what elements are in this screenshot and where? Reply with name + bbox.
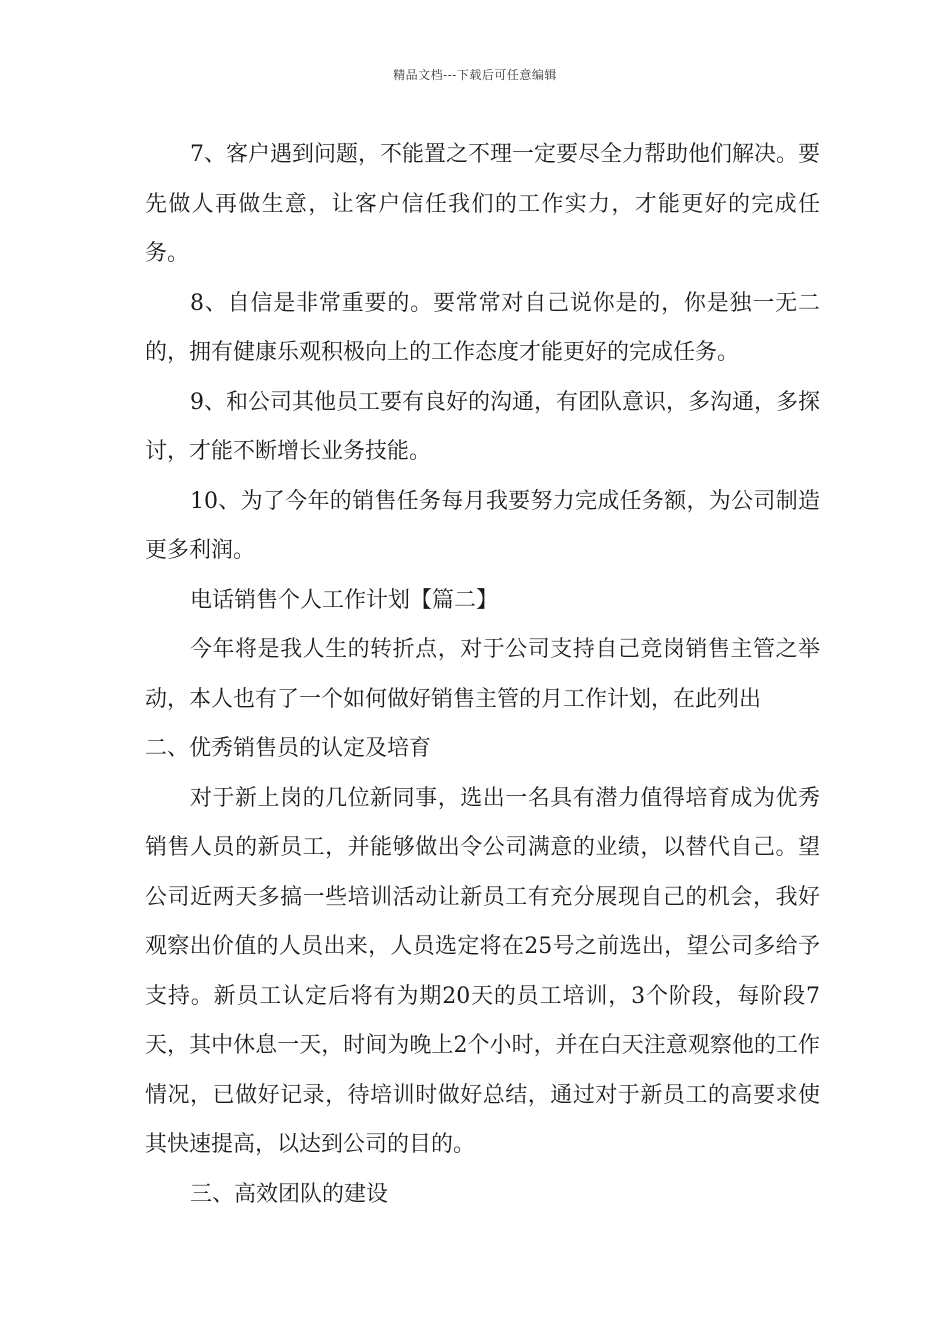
paragraph-item-10: 10、为了今年的销售任务每月我要努力完成任务额，为公司制造更多利润。 xyxy=(145,488,820,563)
section-heading-team-building: 三、高效团队的建设 xyxy=(190,1181,389,1207)
document-body xyxy=(145,130,820,1219)
paragraph-training-plan: 对于新上岗的几位新同事，选出一名具有潜力值得培育成为优秀销售人员的新员工，并能够做出令公司满意的业绩，以替代自己。望公司近两天多搞一些培训活动让新员工有充分展现自己的机会，我好观察出价值的人员出来，人员选定将在25号之前选出，望公司多给予支持。新员工认定后将有为期20天的员工培训，3个阶段，每阶段7天，其中休息一天，时间为晚上2个小时，并在白天注意观察他的工作情况，已做好记录，待培训时做好总结，通过对于新员工的高要求使其快速提高，以达到公司的目的。 xyxy=(145,785,820,1157)
subheading-salesperson-training: 二、优秀销售员的认定及培育 xyxy=(145,736,432,761)
page-header: 精品文档---下载后可任意编辑 xyxy=(393,68,557,82)
paragraph-intro: 今年将是我人生的转折点，对于公司支持自己竞岗销售主管之举动，本人也有了一个如何做好销售主管的月工作计划，在此列出 xyxy=(145,637,820,712)
paragraph-item-7: 7、客户遇到问题，不能置之不理一定要尽全力帮助他们解决。要先做人再做生意，让客户信任我们的工作实力，才能更好的完成任务。 xyxy=(145,142,820,266)
paragraph-item-8: 8、自信是非常重要的。要常常对自己说你是的，你是独一无二的，拥有健康乐观积极向上的工作态度才能更好的完成任务。 xyxy=(145,290,820,365)
section-heading-part-two: 电话销售个人工作计划【篇二】 xyxy=(190,587,499,613)
paragraph-item-9: 9、和公司其他员工要有良好的沟通，有团队意识，多沟通，多探讨，才能不断增长业务技能。 xyxy=(145,389,820,464)
